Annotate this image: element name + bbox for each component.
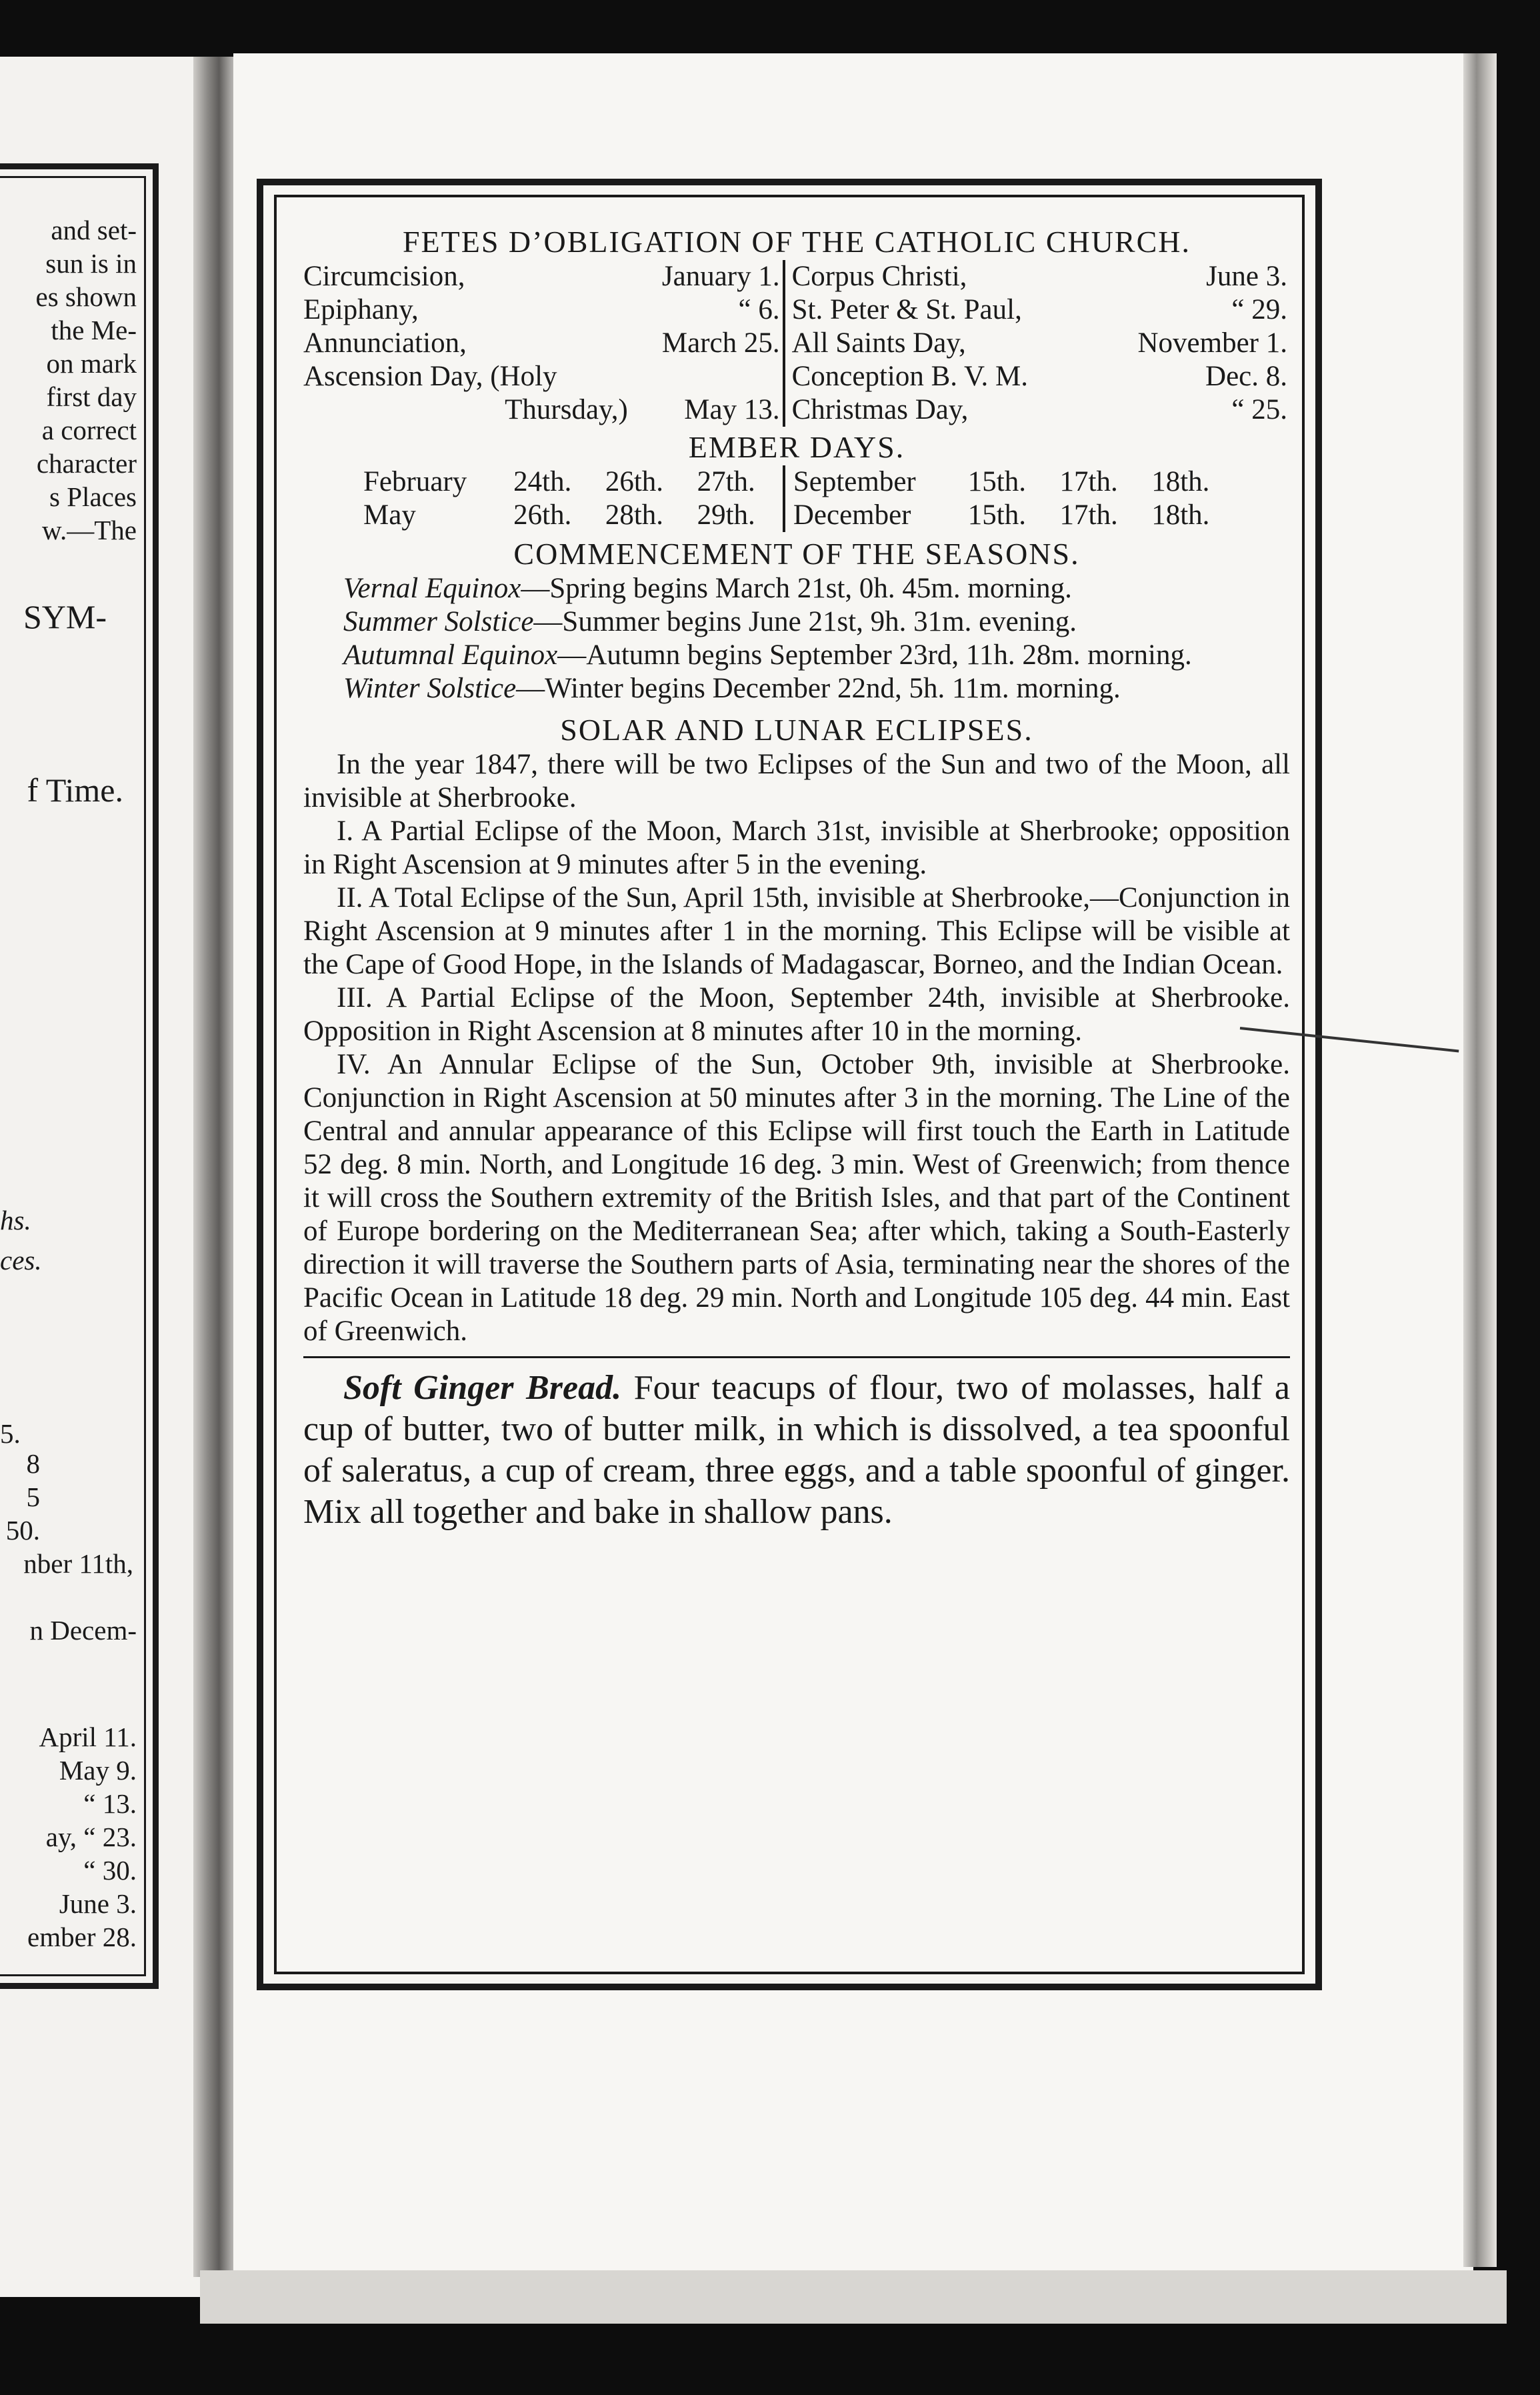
feast-date: “ 29. [1231, 294, 1287, 325]
ember-day: 24th. [513, 466, 572, 497]
season-text: —Summer begins June 21st, 9h. 31m. evening. [533, 606, 1077, 637]
season-text: —Autumn begins September 23rd, 11h. 28m. morning. [557, 639, 1192, 671]
table-row [357, 499, 1237, 532]
fragment-num: 5 [26, 1482, 40, 1512]
main-border-frame [257, 179, 1322, 1990]
feast-name: Conception B. V. M. [791, 361, 1029, 392]
ember-day: 28th. [605, 499, 664, 531]
feast-name: St. Peter & St. Paul, [791, 294, 1022, 325]
feast-date: June 3. [1206, 261, 1287, 292]
feast-date: Dec. 8. [1205, 361, 1287, 392]
season-line [303, 639, 1290, 672]
ember-month: December [793, 499, 911, 531]
fragment-date: ay, “ 23. [45, 1822, 137, 1852]
fragment-num: 5. [0, 1418, 21, 1449]
fragment-ces: ces. [0, 1245, 42, 1276]
eclipse-paragraph: IV. An Annular Eclipse of the Sun, October 9th, invisible at Sherbrooke. Conjunction in Right Ascension at 50 minutes after 3 in the morning. The Line of the Central and annular appearance of this Eclipse will first touch the Earth in Latitude 52 deg. 8 min. North, and Longitude 16 deg. 3 min. West of Greenwich; from thence it will cross the Southern extremity of the British Isles, and that part of the Continent of Europe bordering on the Mediterranean Sea; after which, taking a South-Easterly direction it will traverse the Southern parts of Asia, terminating near the shores of the Pacific Ocean in Latitude 18 deg. 29 min. North and Longitude 105 deg. 44 min. East of Greenwich. [303, 1049, 1290, 1347]
feast-name: Christmas Day, [791, 394, 969, 425]
feast-name: Annunciation, [303, 327, 467, 359]
feast-date: May 13. [684, 394, 780, 425]
page-shadow [200, 2270, 1507, 2324]
table-row [303, 393, 1290, 427]
fragment-line: sun is in [45, 248, 137, 279]
table-row [303, 360, 1290, 393]
ember-month: September [793, 466, 916, 497]
fragment-date: April 11. [39, 1722, 137, 1752]
season-name: Winter Solstice [343, 673, 517, 704]
left-fragment-lines [0, 213, 137, 547]
recipe-paragraph [303, 1368, 1290, 1533]
fragment-line: a correct [41, 415, 137, 445]
fragment-line: on mark [46, 348, 137, 379]
inner-border [274, 195, 1305, 1974]
fragment-hs: hs. [0, 1205, 31, 1236]
heading-catholic: FETES D’OBLIGATION OF THE CATHOLIC CHURCH. [402, 225, 1191, 259]
season-name: Vernal Equinox [343, 573, 521, 604]
eclipse-paragraph: I. A Partial Eclipse of the Moon, March 31st, invisible at Sherbrooke; opposition in Right Ascension at 9 minutes after 5 in the evening. [303, 815, 1290, 880]
fragment-line: character [36, 448, 137, 479]
feast-name: Epiphany, [303, 294, 419, 325]
fragment-num: 50. [5, 1515, 40, 1546]
page-edge [1463, 53, 1497, 2267]
ember-day: 26th. [513, 499, 572, 531]
season-text: —Winter begins December 22nd, 5h. 11m. morning. [516, 673, 1121, 704]
fragment-line: first day [46, 381, 137, 412]
fragment-line: s Places [49, 481, 137, 512]
feast-name: Corpus Christi, [791, 261, 967, 292]
ember-month: May [363, 499, 416, 531]
season-line [303, 605, 1290, 639]
fragment-date: “ 30. [83, 1855, 137, 1886]
fragment-decem: n Decem- [29, 1615, 137, 1646]
fragment-date: ember 28. [27, 1922, 137, 1952]
recipe-title: Soft Ginger Bread. [343, 1369, 622, 1407]
ember-day: 17th. [1059, 466, 1118, 497]
eclipse-paragraph: III. A Partial Eclipse of the Moon, September 24th, invisible at Sherbrooke. Opposition in Right Ascension at 8 minutes after 10 in the morning. [303, 982, 1290, 1047]
feast-date: “ 25. [1231, 394, 1287, 425]
recipe-text: Four teacups of flour, two of molasses, half a cup of butter, two of butter milk, in which is dissolved, a tea spoonful of saleratus, a cup of cream, three eggs, and a table spoonful of ginger. Mix all together and bake in shallow pans. [303, 1369, 1290, 1531]
feast-date [628, 360, 784, 393]
ember-day: 27th. [697, 466, 755, 497]
fragment-time: f Time. [27, 771, 123, 809]
feast-name: Ascension Day, (Holy [303, 361, 557, 392]
feast-date: “ 6. [738, 294, 780, 325]
season-name: Autumnal Equinox [343, 639, 558, 671]
season-line [303, 672, 1290, 705]
heading-eclipses: SOLAR AND LUNAR ECLIPSES. [560, 713, 1033, 747]
ember-day: 15th. [967, 466, 1026, 497]
ember-table [357, 465, 1237, 532]
fragment-num: 8 [26, 1448, 40, 1479]
feast-name: Thursday,) [505, 394, 628, 425]
feast-date: November 1. [1137, 327, 1287, 359]
table-row [303, 327, 1290, 360]
fragment-line: w.—The [42, 515, 137, 545]
eclipse-intro: In the year 1847, there will be two Eclipses of the Sun and two of the Moon, all invisible at Sherbrooke. [303, 749, 1290, 813]
section-divider [303, 1356, 1290, 1358]
table-row [303, 260, 1290, 293]
ember-day: 17th. [1059, 499, 1118, 531]
ember-day: 15th. [967, 499, 1026, 531]
fragment-date: “ 13. [83, 1788, 137, 1819]
table-row [357, 465, 1237, 499]
ember-day: 29th. [697, 499, 755, 531]
season-name: Summer Solstice [343, 606, 534, 637]
feast-date: January 1. [661, 261, 780, 292]
heading-seasons: COMMENCEMENT OF THE SEASONS. [513, 537, 1080, 571]
ember-day: 26th. [605, 466, 664, 497]
heading-ember: EMBER DAYS. [688, 430, 905, 464]
almanac-content [303, 224, 1290, 1533]
season-text: —Spring begins March 21st, 0h. 45m. morning. [521, 573, 1072, 604]
feast-date: March 25. [661, 327, 780, 359]
feast-name: Circumcision, [303, 261, 465, 292]
fragment-line: and set- [51, 215, 137, 245]
ember-day: 18th. [1151, 466, 1210, 497]
fragment-date: June 3. [59, 1888, 137, 1919]
fragment-dates [0, 1720, 137, 1954]
fragment-line: the Me- [51, 315, 137, 345]
table-row [303, 293, 1290, 327]
fragment-num: nber 11th, [23, 1548, 133, 1579]
ember-day: 18th. [1151, 499, 1210, 531]
fragment-sym: SYM- [23, 598, 107, 635]
fragment-date: May 9. [59, 1755, 137, 1786]
ember-month: February [363, 466, 467, 497]
feast-name: All Saints Day, [791, 327, 966, 359]
fragment-line: es shown [35, 281, 137, 312]
feast-table [303, 260, 1290, 427]
season-line [303, 572, 1290, 605]
eclipse-paragraph: II. A Total Eclipse of the Sun, April 15th, invisible at Sherbrooke,—Conjunction in Right Ascension at 9 minutes after 1 in the morning. This Eclipse will be visible at the Cape of Good Hope, in the Islands of Madagascar, Borneo, and the Indian Ocean. [303, 882, 1290, 980]
